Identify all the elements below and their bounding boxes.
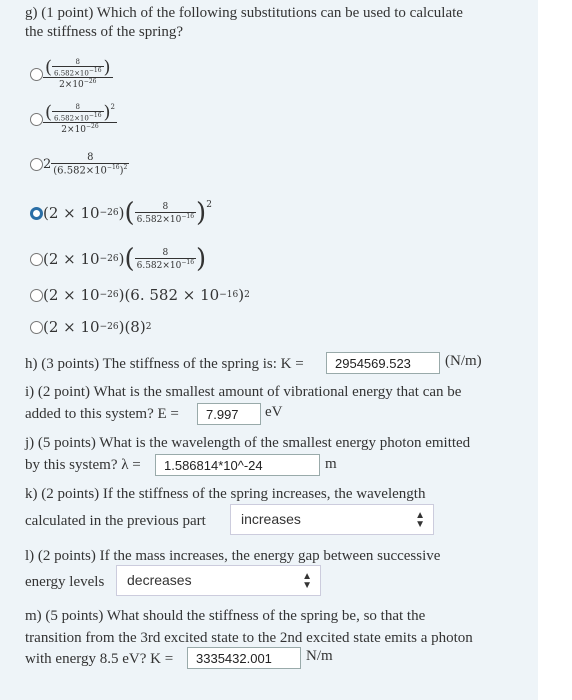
wavelength-change-value: increases — [241, 511, 301, 527]
energy-input[interactable]: 7.997 — [197, 403, 261, 425]
question-m-line2: transition from the 3rd excited state to the 2nd excited state emits a photon — [25, 630, 473, 646]
option-3-expression: 2 $\frac{8}{(6.582\times 10^{-16})^2}$ — [43, 152, 128, 177]
option-2-expression: ( $\frac{8}{6.582\times 10^{-16}}$ ) $^2$ $2\times 10^{-26}$ — [45, 101, 116, 136]
wavelength-unit: m — [325, 456, 337, 472]
radio-option-2[interactable] — [30, 113, 43, 126]
energy-gap-value: decreases — [127, 572, 192, 588]
option-1-expression: ( $\frac{8}{6.582\times 10^{-16}}$ ) $2\times 10^{-26}$ — [45, 56, 111, 91]
question-i-line1: i) (2 point) What is the smallest amount of vibrational energy that can be — [25, 384, 462, 400]
question-h: h) (3 points) The stiffness of the spring is: K = — [25, 356, 304, 372]
option-6-expression: (2 × 10 −26 )(6. 582 × 10 −16 ) 2 — [43, 286, 250, 304]
required-stiffness-unit: N/m — [306, 648, 333, 664]
wavelength-change-select[interactable] — [230, 504, 434, 535]
stiffness-unit: (N/m) — [445, 353, 482, 369]
option-7-expression: (2 × 10 −26 )(8) 2 — [43, 318, 152, 336]
energy-gap-select[interactable] — [116, 565, 321, 596]
option-3[interactable] — [30, 152, 129, 176]
question-k-line1: k) (2 points) If the stiffness of the spring increases, the wavelength — [25, 486, 426, 502]
question-m-line3: with energy 8.5 eV? K = — [25, 651, 174, 667]
option-4[interactable] — [30, 200, 212, 226]
question-g-line1: g) (1 point) Which of the following substitutions can be used to calculate — [25, 5, 463, 21]
radio-option-7[interactable] — [30, 321, 43, 334]
radio-option-3[interactable] — [30, 158, 43, 171]
required-stiffness-input[interactable]: 3335432.001 — [187, 647, 301, 669]
select-arrows-icon: ▲ ▼ — [415, 510, 425, 530]
option-5-expression: (2 × 10 −26 ) ( $\frac{8}{6.582\times 10^{-16}}$ ) — [43, 244, 207, 274]
radio-option-1[interactable] — [30, 68, 43, 81]
option-5[interactable] — [30, 246, 206, 272]
option-2[interactable] — [30, 103, 117, 135]
option-4-expression: (2 × 10 −26 ) ( $\frac{8}{6.582\times 10^{-16}}$ ) $^2$ — [43, 198, 212, 228]
radio-option-5[interactable] — [30, 253, 43, 266]
option-1[interactable] — [30, 58, 113, 90]
question-g-line2: the stiffness of the spring? — [25, 24, 184, 40]
question-i-line2: added to this system? E = — [25, 406, 179, 422]
question-m-line1: m) (5 points) What should the stiffness of the spring be, so that the — [25, 608, 426, 624]
energy-unit: eV — [265, 404, 283, 420]
question-l-line2: energy levels — [25, 574, 105, 590]
question-j-line2: by this system? λ = — [25, 457, 141, 473]
radio-option-6[interactable] — [30, 289, 43, 302]
stiffness-input[interactable]: 2954569.523 — [326, 352, 440, 374]
question-k-line2: calculated in the previous part — [25, 513, 206, 529]
wavelength-input[interactable]: 1.586814*10^-24 — [155, 454, 320, 476]
question-l-line1: l) (2 points) If the mass increases, the energy gap between successive — [25, 548, 441, 564]
option-6[interactable] — [30, 286, 250, 304]
question-j-line1: j) (5 points) What is the wavelength of the smallest energy photon emitted — [25, 435, 471, 451]
radio-option-4-selected[interactable] — [30, 207, 43, 220]
option-7[interactable] — [30, 318, 151, 336]
select-arrows-icon: ▲ ▼ — [302, 571, 312, 591]
